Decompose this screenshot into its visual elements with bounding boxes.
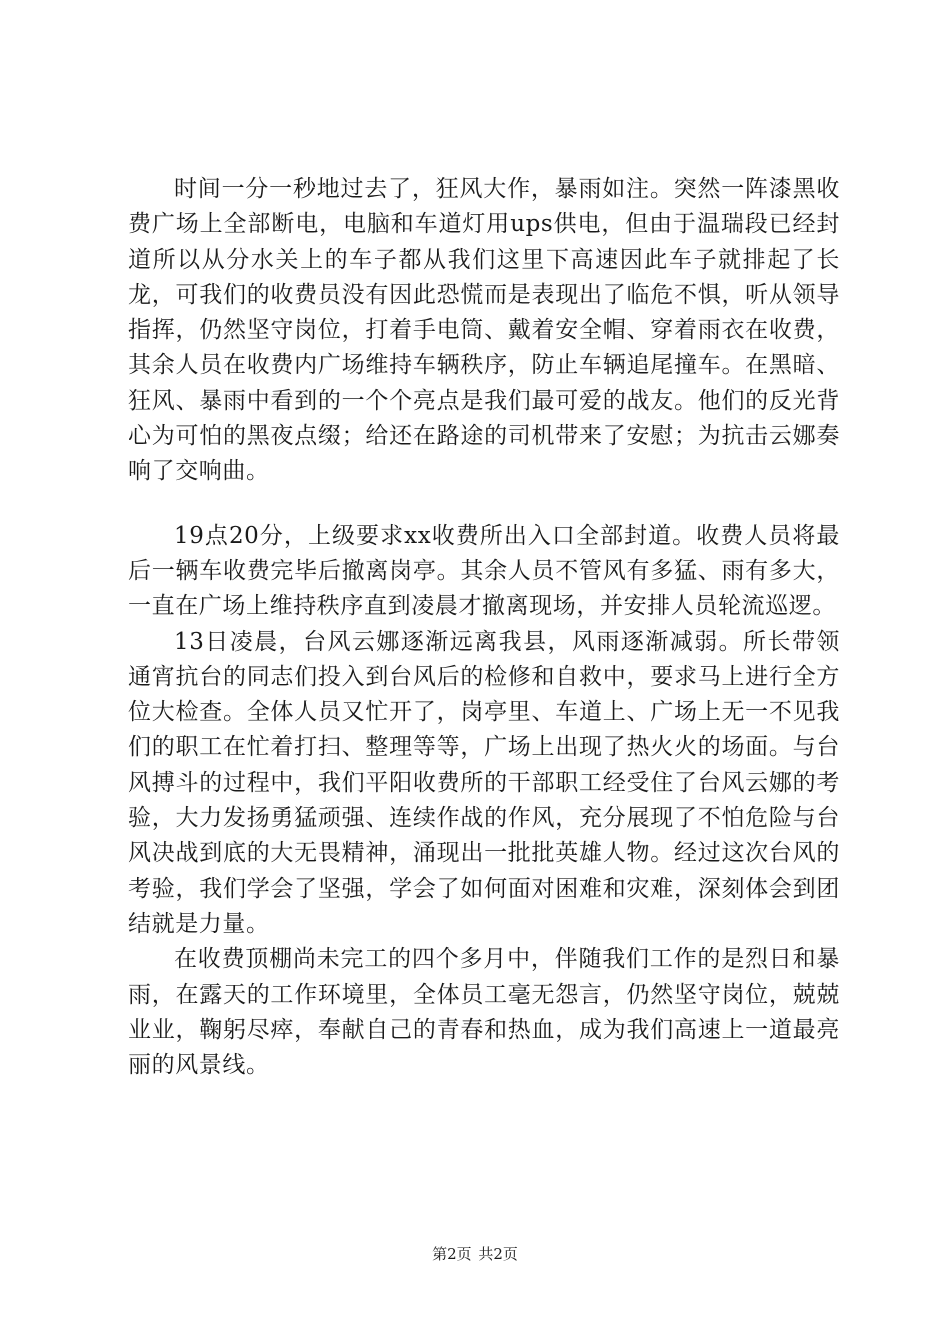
page-number-footer: 第2页 共2页 — [432, 1245, 518, 1263]
paragraph-power-outage: 时间一分一秒地过去了，狂风大作，暴雨如注。突然一阵漆黑收费广场上全部断电，电脑和车道灯用ups供电，但由于温瑞段已经封道所以从分水关上的车子都从我们这里下高速因此车子就排起了长龙，可我们的收费员没有因此恐慌而是表现出了临危不惧，听从领导指挥，仍然坚守岗位，打着手电筒、戴着安全帽、穿着雨衣在收费，其余人员在收费内广场维持车辆秩序，防止车辆追尾撞车。在黑暗、狂风、暴雨中看到的一个个亮点是我们最可爱的战友。他们的反光背心为可怕的黑夜点缀；给还在路途的司机带来了安慰；为抗击云娜奏响了交响曲。 — [128, 176, 840, 485]
paragraph-closing: 在收费顶棚尚未完工的四个多月中，伴随我们工作的是烈日和暴雨，在露天的工作环境里，全体员工毫无怨言，仍然坚守岗位，兢兢业业，鞠躬尽瘁，奉献自己的青春和热血，成为我们高速上一道最亮丽的风景线。 — [128, 946, 840, 1079]
document-body — [128, 172, 840, 1083]
paragraph-road-closure: 19点20分，上级要求xx收费所出入口全部封道。收费人员将最后一辆车收费完毕后撤离岗亭。其余人员不管风有多猛、雨有多大，一直在广场上维持秩序直到凌晨才撤离现场，并安排人员轮流巡逻。 — [128, 522, 840, 620]
paragraph-typhoon-aftermath: 13日凌晨，台风云娜逐渐远离我县，风雨逐渐减弱。所长带领通宵抗台的同志们投入到台风后的检修和自救中，要求马上进行全方位大检查。全体人员又忙开了，岗亭里、车道上、广场上无一不见我们的职工在忙着打扫、整理等等，广场上出现了热火火的场面。与台风搏斗的过程中，我们平阳收费所的干部职工经受住了台风云娜的考验，大力发扬勇猛顽强、连续作战的作风，充分展现了不怕危险与台风决战到底的大无畏精神，涌现出一批批英雄人物。经过这次台风的考验，我们学会了坚强，学会了如何面对困难和灾难，深刻体会到团结就是力量。 — [128, 628, 840, 937]
paragraph-spacer — [128, 490, 840, 519]
